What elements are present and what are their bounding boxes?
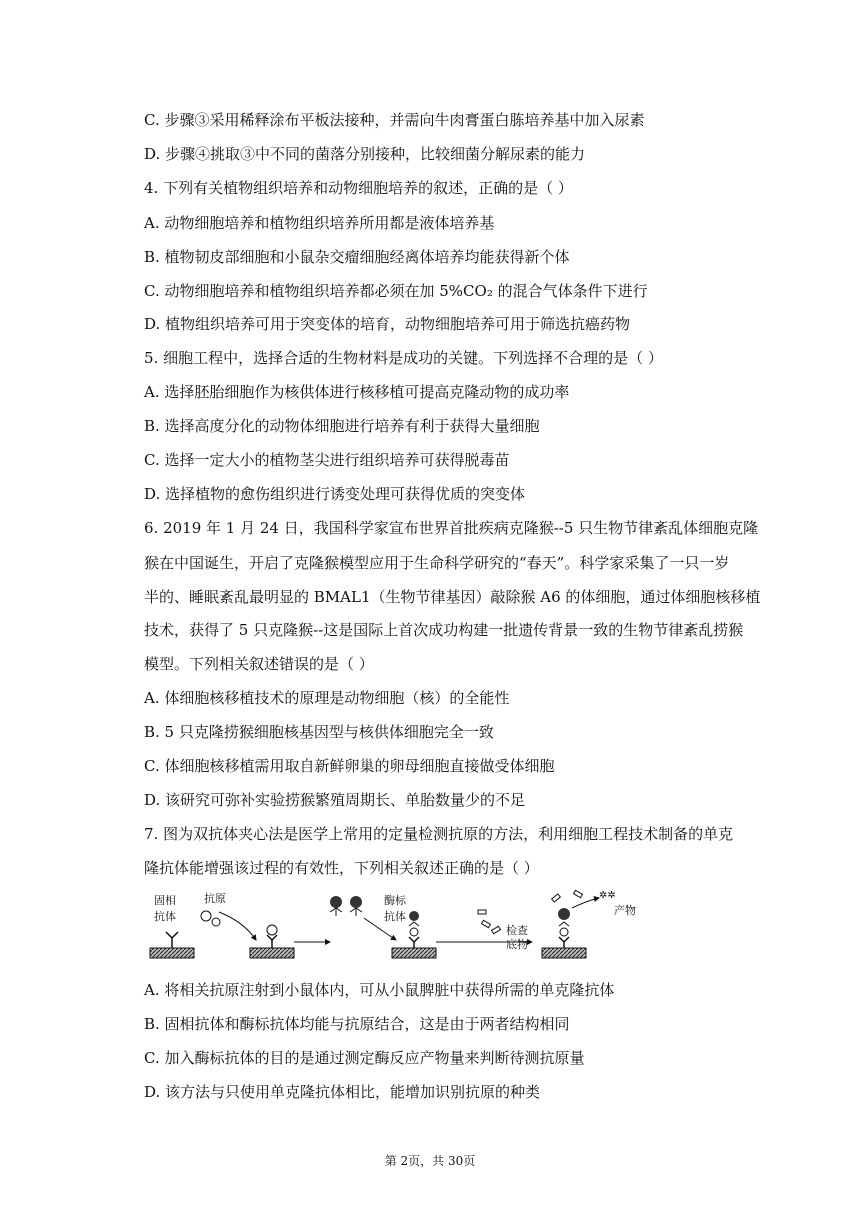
line-25: C. 加入酶标抗体的目的是通过测定酶反应产物量来判断待测抗原量: [144, 1049, 585, 1067]
solid-phase-plate-3: [392, 948, 436, 958]
line-15: 技术，获得了 5 只克隆猴--这是国际上首次成功构建一批遗传背景一致的生物节律紊乱捞猴: [144, 621, 744, 639]
line-24: B. 固相抗体和酶标抗体均能与抗原结合，这是由于两者结构相同: [144, 1015, 570, 1033]
label-solid-antibody-1: 固相: [154, 894, 176, 907]
line-14: 半的、睡眠紊乱最明显的 BMAL1（生物节律基因）敲除猴 A6 的体细胞，通过体细胞核移植: [144, 588, 761, 606]
line-4: B. 植物韧皮部细胞和小鼠杂交瘤细胞经离体培养均能获得新个体: [144, 248, 570, 266]
line-22: 隆抗体能增强该过程的有效性，下列相关叙述正确的是（ ）: [144, 859, 539, 877]
line-26: D. 该方法与只使用单克隆抗体相比，能增加识别抗原的种类: [144, 1083, 541, 1101]
antibody-sandwich-diagram: [144, 882, 664, 968]
line-16: 模型。下列相关叙述错误的是（ ）: [144, 655, 374, 673]
line-10: C. 选择一定大小的植物茎尖进行组织培养可获得脱毒苗: [144, 451, 510, 469]
question-7: 7. 图为双抗体夹心法是医学上常用的定量检测抗原的方法，利用细胞工程技术制备的单克: [144, 825, 734, 843]
line-18: B. 5 只克隆捞猴细胞核基因型与核供体细胞完全一致: [144, 723, 494, 741]
label-antigen: 抗原: [204, 892, 226, 905]
line-20: D. 该研究可弥补实验捞猴繁殖周期长、单胎数量少的不足: [144, 791, 526, 809]
label-enzyme-antibody-1: 酶标: [384, 894, 406, 907]
line-3: A. 动物细胞培养和植物组织培养所用都是液体培养基: [144, 214, 495, 232]
antigen-icon: [212, 918, 220, 926]
label-product: 产物: [614, 904, 636, 917]
solid-phase-plate-2: [250, 948, 294, 958]
line-1: D. 步骤④挑取③中不同的菌落分别接种，比较细菌分解尿素的能力: [144, 145, 586, 163]
line-5: C. 动物细胞培养和植物组织培养都必须在加 5%CO₂ 的混合气体条件下进行: [144, 282, 648, 300]
line-11: D. 选择植物的愈伤组织进行诱变处理可获得优质的突变体: [144, 485, 526, 503]
substrate-icon: [478, 910, 486, 914]
line-13: 猴在中国诞生，开启了克隆猴模型应用于生命科学研究的“春天”。科学家采集了一只一岁: [144, 554, 730, 572]
line-0: C. 步骤③采用稀释涂布平板法接种，并需向牛肉膏蛋白胨培养基中加入尿素: [144, 111, 645, 129]
label-enzyme-antibody-2: 抗体: [384, 910, 406, 923]
antigen-icon: [201, 911, 211, 921]
question-6: 6. 2019 年 1 月 24 日，我国科学家宣布世界首批疾病克隆猴--5 只生物节律紊乱体细胞克隆: [144, 519, 759, 537]
line-6: D. 植物组织培养可用于突变体的培育，动物细胞培养可用于筛选抗癌药物: [144, 315, 631, 333]
line-17: A. 体细胞核移植技术的原理是动物细胞（核）的全能性: [144, 689, 510, 707]
line-9: B. 选择高度分化的动物体细胞进行培养有利于获得大量细胞: [144, 417, 540, 435]
solid-phase-plate-4: [542, 948, 586, 958]
line-23: A. 将相关抗原注射到小鼠体内，可从小鼠脾脏中获得所需的单克隆抗体: [144, 981, 615, 999]
solid-phase-plate-1: [150, 948, 194, 958]
product-icon: ✲✲: [599, 890, 616, 901]
label-solid-antibody-2: 抗体: [154, 910, 176, 923]
page-footer: 第 2页，共 30页: [384, 1154, 476, 1168]
enzyme-antibody-icon: [350, 896, 362, 908]
line-8: A. 选择胚胎细胞作为核供体进行核移植可提高克隆动物的成功率: [144, 383, 570, 401]
label-substrate-1: 检查: [506, 924, 528, 937]
question-5: 5. 细胞工程中，选择合适的生物材料是成功的关键。下列选择不合理的是（ ）: [144, 349, 663, 367]
label-substrate-2: 底物: [506, 938, 528, 951]
line-19: C. 体细胞核移植需用取自新鲜卵巢的卵母细胞直接做受体细胞: [144, 757, 555, 775]
solid-antibody-icon: [166, 932, 178, 948]
question-4: 4. 下列有关植物组织培养和动物细胞培养的叙述，正确的是（ ）: [144, 179, 573, 197]
arrow-5: [572, 898, 599, 908]
enzyme-antibody-icon: [330, 896, 342, 908]
arrow-1: [219, 912, 256, 940]
